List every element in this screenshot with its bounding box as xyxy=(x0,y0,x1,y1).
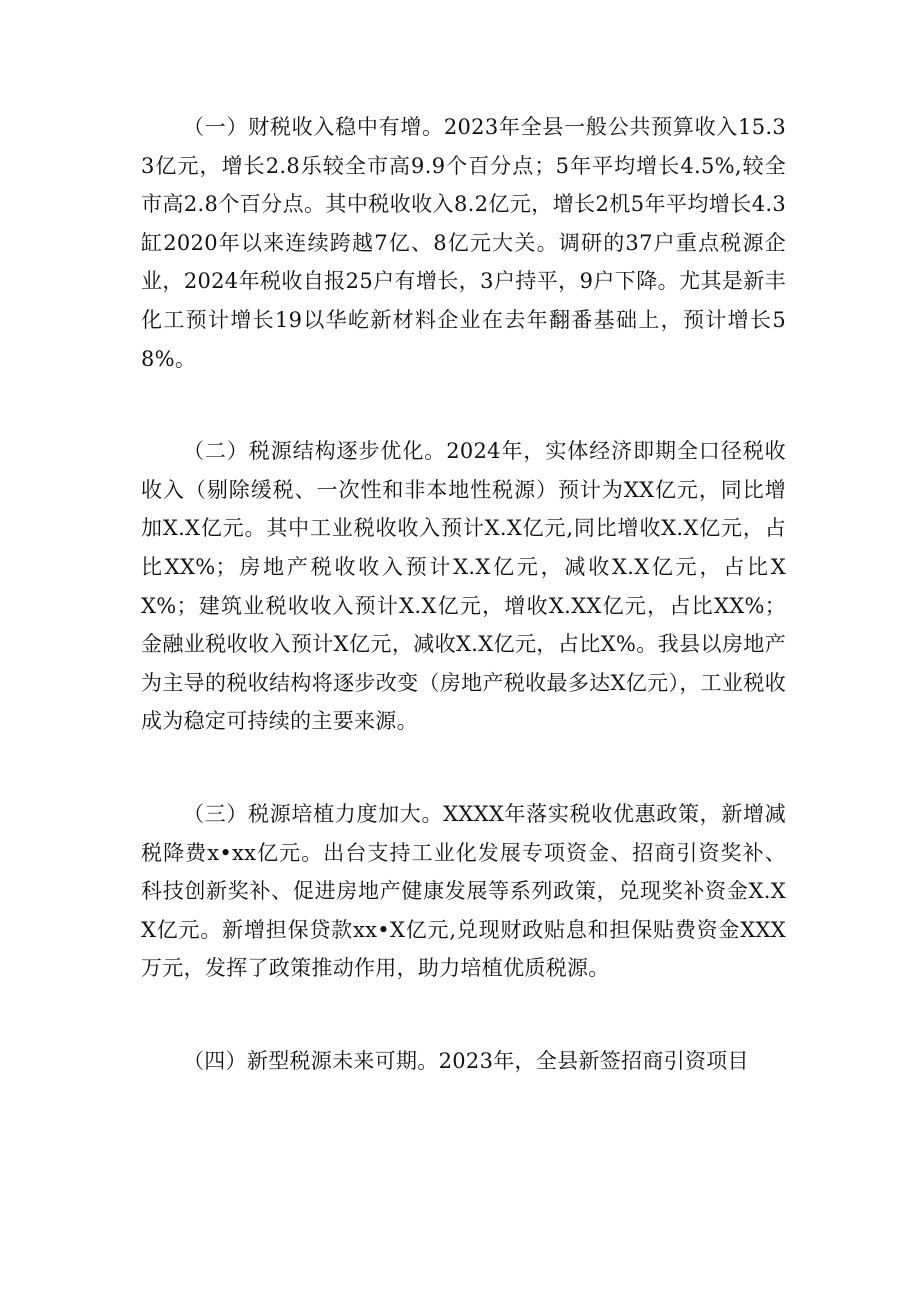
paragraph-new-tax-sources: （四）新型税源未来可期。2023年，全县新签招商引资项目 xyxy=(183,1048,749,1073)
paragraph-tax-structure: （二）税源结构逐步优化。2024年，实体经济即期全口径税收收入（剔除缓税、一次性和非本地性税源）预计为XX亿元，同比增加X.X亿元。其中工业税收收入预计X.X亿元,同比增收X.X亿元，占比XX%；房地产税收收入预计X.X亿元，减收X.X亿元，占比XX%；建筑业税收收入预计X.X亿元，增收X.XX亿元，占比XX%；金融业税收收入预计X亿元，减收X.X亿元，占比X%。我县以房地产为主导的税收结构将逐步改变（房地产税收最多达X亿元），工业税收成为稳定可持续的主要来源。 xyxy=(141,439,786,734)
paragraph-fiscal-revenue: （一）财税收入稳中有增。2023年全县一般公共预算收入15.33亿元，增长2.8乐较全市高9.9个百分点；5年平均增长4.5%,较全市高2.8个百分点。其中税收收入8.2亿元，增长2机5年平均增长4.3缸2020年以来连续跨越7亿、8亿元大关。调研的37户重点税源企业，2024年税收自报25户有增长，3户持平，9户下降。尤其是新丰化工预计增长19以华屹新材料企业在去年翻番基础上，预计增长58%。 xyxy=(141,115,786,371)
paragraph-tax-cultivation: （三）税源培植力度加大。XXXX年落实税收优惠政策，新增减税降费x•xx亿元。出台支持工业化发展专项资金、招商引资奖补、科技创新奖补、促进房地产健康发展等系列政策，兑现奖补资金X.XX亿元。新增担保贷款xx•X亿元,兑现财政贴息和担保贴费资金XXX万元，发挥了政策推动作用，助力培植优质税源。 xyxy=(141,801,786,981)
